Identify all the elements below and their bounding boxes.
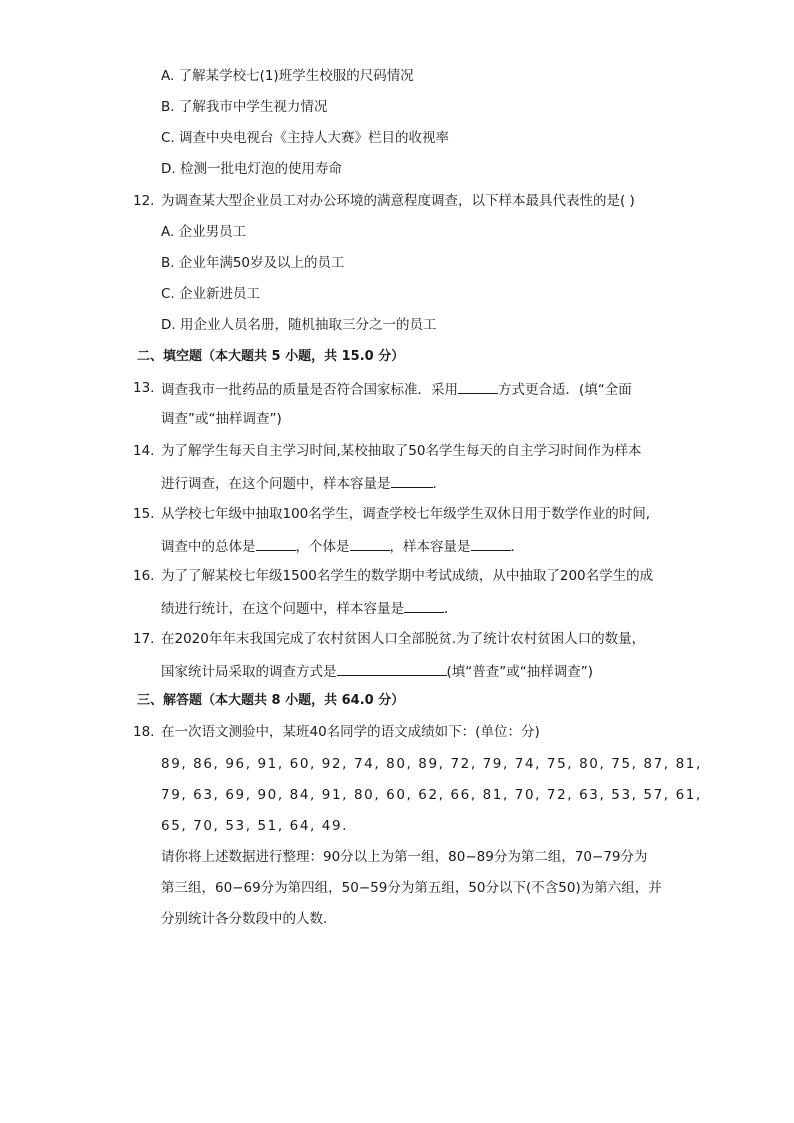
q13-blank — [458, 379, 498, 394]
q17-text-before: 国家统计局采取的调查方式是 — [161, 664, 337, 680]
q11-option-b: B. 了解我市中学生视力情况 — [161, 99, 328, 115]
q14-blank — [391, 473, 433, 488]
q18-instruction-line-2: 第三组，60−69分为第四组，50−59分为第五组，50分以下(不含50)为第六组，并 — [161, 880, 662, 896]
q12-option-a: A. 企业男员工 — [161, 224, 247, 240]
q15-line-2 — [161, 536, 524, 556]
q14-text-before: 进行调查，在这个问题中，样本容量是 — [161, 476, 391, 492]
q15-text-d: ． — [510, 539, 524, 555]
q13-text-before: 调查我市一批药品的质量是否符合国家标准．采用 — [161, 382, 458, 398]
q15-blank-sample-size — [471, 536, 511, 551]
q15-blank-individual — [350, 536, 390, 551]
q18-data-line-1: 89, 86, 96, 91, 60, 92, 74, 80, 89, 72, 79, 74, 75, 80, 75, 87, 81, — [161, 756, 702, 772]
q17-text-after: (填“普查”或“抽样调查”) — [446, 664, 594, 680]
q17-number: 17. — [133, 631, 155, 647]
q18-data-line-2: 79, 63, 69, 90, 84, 91, 80, 60, 62, 66, 81, 70, 72, 63, 53, 57, 61, — [161, 787, 702, 803]
q15-text-c: ，样本容量是 — [389, 539, 471, 555]
q16-text-before: 绩进行统计，在这个问题中，样本容量是 — [161, 601, 404, 617]
section-answer-title: 三、解答题（本大题共 8 小题，共 64.0 分） — [137, 693, 405, 708]
q12-option-d: D. 用企业人员名册，随机抽取三分之一的员工 — [161, 317, 437, 333]
q15-number: 15. — [133, 506, 155, 522]
q16-line-1: 为了了解某校七年级1500名学生的数学期中考试成绩，从中抽取了200名学生的成 — [161, 568, 654, 584]
q13-number: 13. — [133, 380, 155, 396]
q18-data-line-3: 65, 70, 53, 51, 64, 49. — [161, 818, 349, 834]
q14-line-2 — [161, 473, 446, 493]
q13-line-2: 调查”或“抽样调查”) — [161, 411, 282, 427]
q12-option-c: C. 企业新进员工 — [161, 286, 261, 302]
q11-option-d: D. 检测一批电灯泡的使用寿命 — [161, 161, 342, 177]
q15-text-a: 调查中的总体是 — [161, 539, 256, 555]
q18-line-1: 在一次语文测验中，某班40名同学的语文成绩如下：(单位：分) — [161, 724, 540, 740]
q16-number: 16. — [133, 568, 155, 584]
q12-text: 为调查某大型企业员工对办公环境的满意程度调查，以下样本最具代表性的是( ) — [161, 193, 635, 209]
q13-text-after: 方式更合适．(填“全面 — [498, 382, 632, 398]
q14-line-1: 为了解学生每天自主学习时间,某校抽取了50名学生每天的自主学习时间作为样本 — [161, 443, 642, 459]
q13-line-1 — [161, 379, 632, 399]
q16-blank — [404, 598, 444, 613]
q14-text-after: ． — [432, 476, 446, 492]
q12-number: 12. — [133, 193, 155, 209]
section-fill-in-title: 二、填空题（本大题共 5 小题，共 15.0 分） — [137, 349, 405, 364]
q14-number: 14. — [133, 443, 155, 459]
q17-blank — [337, 661, 447, 676]
q15-text-b: ，个体是 — [295, 539, 350, 555]
q15-blank-population — [256, 536, 296, 551]
q11-option-c: C. 调查中央电视台《主持人大赛》栏目的收视率 — [161, 130, 450, 146]
q16-line-2 — [161, 598, 458, 618]
q18-instruction-line-1: 请你将上述数据进行整理：90分以上为第一组，80−89分为第二组，70−79分为 — [161, 849, 648, 865]
q17-line-2 — [161, 661, 593, 681]
q18-instruction-line-3: 分别统计各分数段中的人数． — [161, 911, 337, 927]
q17-line-1: 在2020年年末我国完成了农村贫困人口全部脱贫.为了统计农村贫困人口的数量， — [161, 631, 646, 647]
q12-option-b: B. 企业年满50岁及以上的员工 — [161, 255, 345, 271]
q16-text-after: ． — [444, 601, 458, 617]
q11-option-a: A. 了解某学校七(1)班学生校服的尺码情况 — [161, 68, 414, 84]
q15-line-1: 从学校七年级中抽取100名学生，调查学校七年级学生双休日用于数学作业的时间, — [161, 506, 651, 522]
q18-number: 18. — [133, 724, 155, 740]
